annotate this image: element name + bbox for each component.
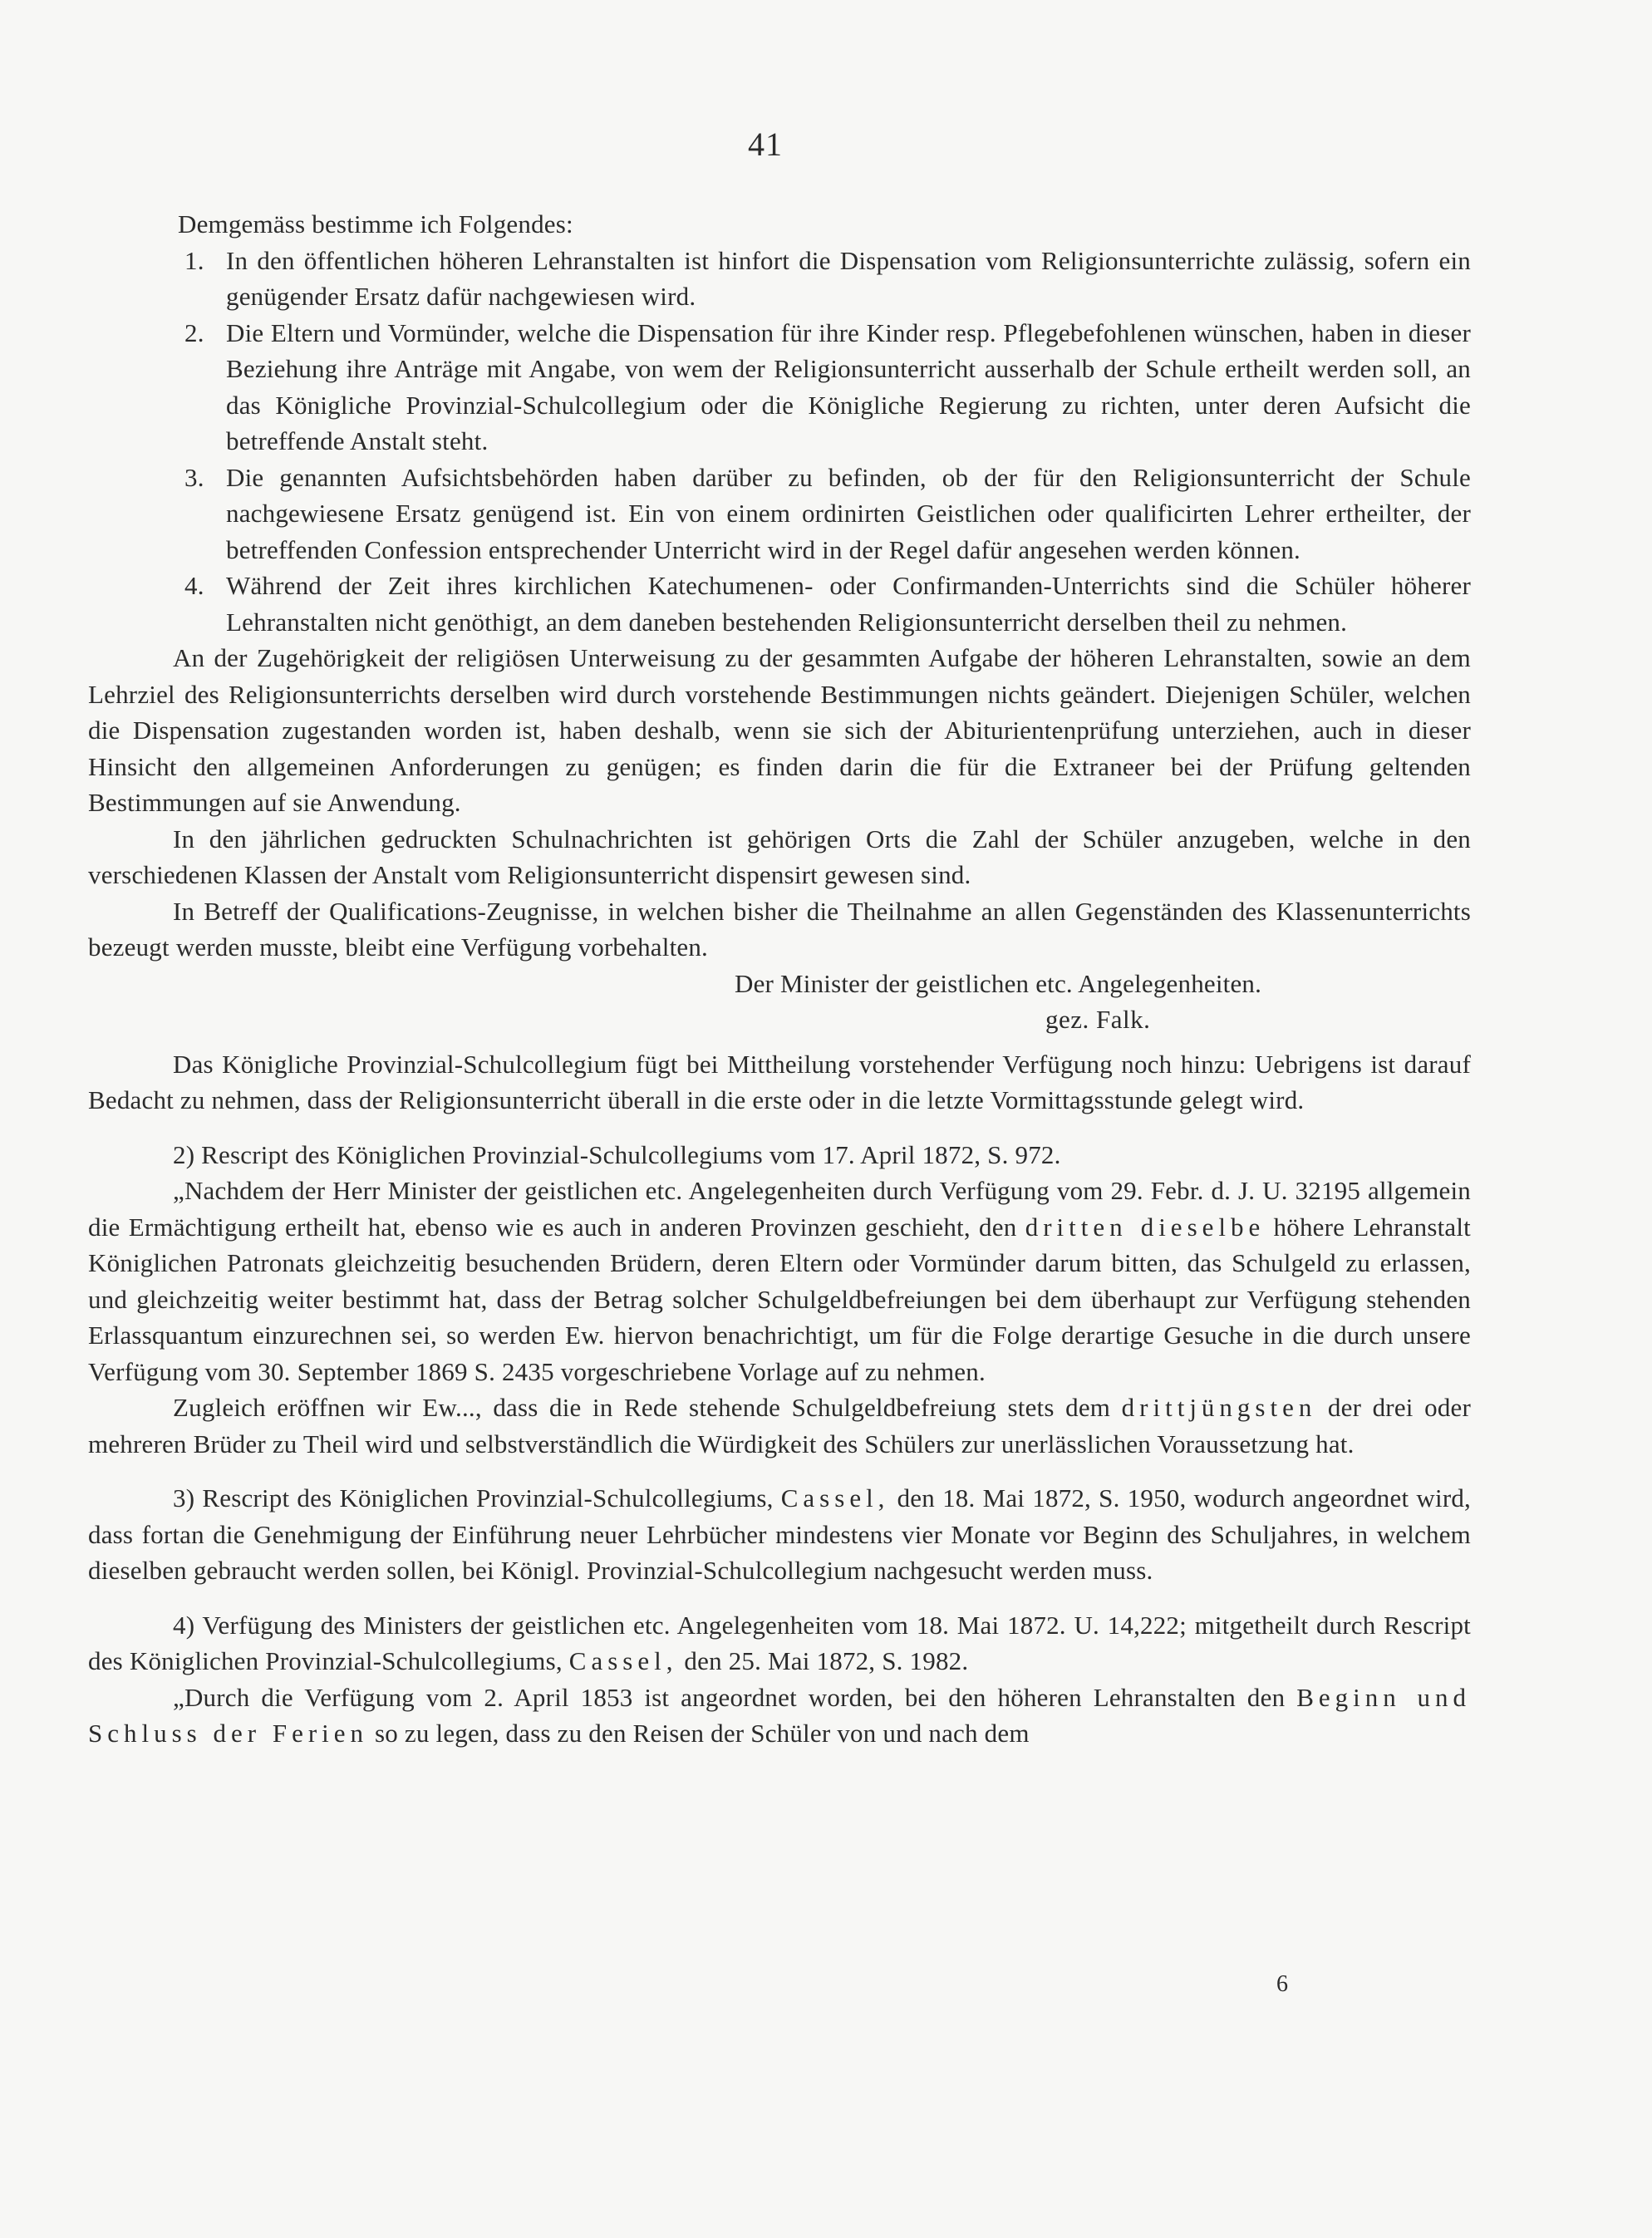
signature-title: Der Minister der geistlichen etc. Angelegenheiten. (735, 968, 1262, 998)
text-run: höhere Lehranstalt Königlichen Patronats gleichzeitig besuchenden Brüdern, deren Eltern oder Vormünder darum bitten, das Schulgeld zu erlassen, und gleichzeitig weiter bestimmt hat, dass der Betrag solcher Schulgeldbefreiungen bei dem überhaupt zur Verfügung stehenden Erlassquantum einzurechnen sei, so werden Ew. hiervon benachrichtigt, um für die Folge derartige Gesuche in die durch unsere Verfügung vom 30. September 1869 S. 2435 vorgeschriebene Vorlage auf zu nehmen. (88, 1212, 1471, 1386)
text-run: 3) Rescript des Königlichen Provinzial-Schulcollegiums, (173, 1483, 774, 1512)
section-4 (88, 1607, 1471, 1680)
text-run: Zugleich eröffnen wir Ew..., dass die in Rede stehende Schulgeldbefreiung stets dem (173, 1393, 1111, 1422)
spaced-emphasis: drittjüngsten (1121, 1393, 1317, 1422)
item-text: Während der Zeit ihres kirchlichen Katechumenen- oder Confirmanden-Unterrichts sind die Schüler höherer Lehranstalten nicht genöthigt, an dem daneben bestehenden Religionsunterricht derselben theil zu nehmen. (226, 571, 1471, 637)
page-body (88, 206, 1471, 1752)
list-item (88, 243, 1471, 315)
text-run: „Durch die Verfügung vom 2. April 1853 ist angeordnet worden, bei den höheren Lehranstalten den (173, 1682, 1286, 1712)
intro-line: Demgemäss bestimme ich Folgendes: (178, 209, 573, 239)
spaced-emphasis: Cassel, (780, 1483, 890, 1512)
spaced-emphasis: Beginn und Schluss der Ferien (88, 1682, 1472, 1748)
item-text: Die Eltern und Vormünder, welche die Dispensation für ihre Kinder resp. Pflegebefohlenen wünschen, haben in dieser Beziehung ihre Anträge mit Angabe, von wem der Religionsunterricht ausserhalb der Schule ertheilt werden soll, an das Königliche Provinzial-Schulcollegium oder die Königliche Regierung zu richten, unter deren Aufsicht die betreffende Anstalt steht. (226, 317, 1471, 455)
item-text: Die genannten Aufsichtsbehörden haben darüber zu befinden, ob der für den Religionsunterricht der Schule nachgewiesene Ersatz genügend ist. Ein von einem ordinirten Geistlichen oder qualificirten Lehrer ertheilter, der betreffenden Confession entsprechender Unterricht wird in der Regel dafür angesehen werden können. (226, 462, 1471, 564)
section-2-heading: 2) Rescript des Königlichen Provinzial-Schulcollegiums vom 17. April 1872, S. 972. (173, 1139, 1061, 1169)
paragraph: Das Königliche Provinzial-Schulcollegium fügt bei Mittheilung vorstehender Verfügung noch hinzu: Uebrigens ist darauf Bedacht zu nehmen, dass der Religionsunterricht überall in die erste oder in die letzte Vormittagsstunde gelegt wird. (88, 1049, 1471, 1114)
text-run: 4) Verfügung des Ministers der geistlichen etc. Angelegenheiten vom 18. Mai 1872. U. 14,222; mitgetheilt durch Rescript des Königlichen Provinzial-Schulcollegiums, (88, 1610, 1471, 1675)
paragraph: In Betreff der Qualifications-Zeugnisse, in welchen bisher die Theilnahme an allen Gegenständen des Klassenunterrichts bezeugt werden musste, bleibt eine Verfügung vorbehalten. (88, 896, 1471, 962)
list-item (88, 315, 1471, 460)
paragraph (88, 1680, 1471, 1752)
text-run: so zu legen, dass zu den Reisen der Schüler von und nach dem (374, 1719, 1030, 1748)
page-number: 41 (748, 125, 783, 163)
text-run: den 25. Mai 1872, S. 1982. (684, 1646, 969, 1675)
text-run: „Nachdem der Herr Minister der geistlichen etc. Angelegenheiten durch Verfügung vom 29. Febr. d. J. U. 32195 allgemein die Ermächtigung ertheilt hat, ebenso wie es auch in anderen Provinzen geschieht, den (88, 1176, 1471, 1242)
item-number: 1. (184, 245, 204, 275)
text-run: den 18. Mai 1872, S. 1950, wodurch angeordnet wird, dass fortan die Genehmigung der Einführung neuer Lehrbücher mindestens vier Monate vor Beginn des Schuljahres, in welchem dieselben gebraucht werden sollen, bei Königl. Provinzial-Schulcollegium nachgesucht werden muss. (88, 1483, 1471, 1585)
paragraph (88, 1390, 1471, 1462)
item-number: 4. (184, 571, 204, 600)
signature-name: gez. Falk. (1045, 1005, 1151, 1034)
item-number: 2. (184, 317, 204, 347)
paragraph: In den jährlichen gedruckten Schulnachrichten ist gehörigen Orts die Zahl der Schüler anzugeben, welche in den verschiedenen Klassen der Anstalt vom Religionsunterricht dispensirt gewesen sind. (88, 824, 1471, 889)
spaced-emphasis: dritten dieselbe (1025, 1212, 1266, 1242)
item-text: In den öffentlichen höheren Lehranstalten ist hinfort die Dispensation vom Religionsunterrichte zulässig, sofern ein genügender Ersatz dafür nachgewiesen wird. (226, 245, 1471, 311)
list-item (88, 568, 1471, 640)
spaced-emphasis: Cassel, (568, 1646, 678, 1675)
signature-mark: 6 (1276, 1971, 1288, 1997)
text-run: der drei oder mehreren Brüder zu Theil wird und selbstverständlich die Würdigkeit des Schülers zur unerlässlichen Voraussetzung hat. (88, 1393, 1472, 1458)
paragraph: An der Zugehörigkeit der religiösen Unterweisung zu der gesammten Aufgabe der höheren Lehranstalten, sowie an dem Lehrziel des Religionsunterrichts derselben wird durch vorstehende Bestimmungen nichts geändert. Diejenigen Schüler, welchen die Dispensation zugestanden worden ist, haben deshalb, wenn sie sich der Abiturientenprüfung unterziehen, auch in dieser Hinsicht den allgemeinen Anforderungen zu genügen; es finden darin die für die Extraneer bei der Prüfung geltenden Bestimmungen auf sie Anwendung. (88, 643, 1471, 817)
item-number: 3. (184, 462, 204, 492)
paragraph (88, 1173, 1471, 1390)
section-3 (88, 1480, 1471, 1589)
list-item (88, 460, 1471, 568)
